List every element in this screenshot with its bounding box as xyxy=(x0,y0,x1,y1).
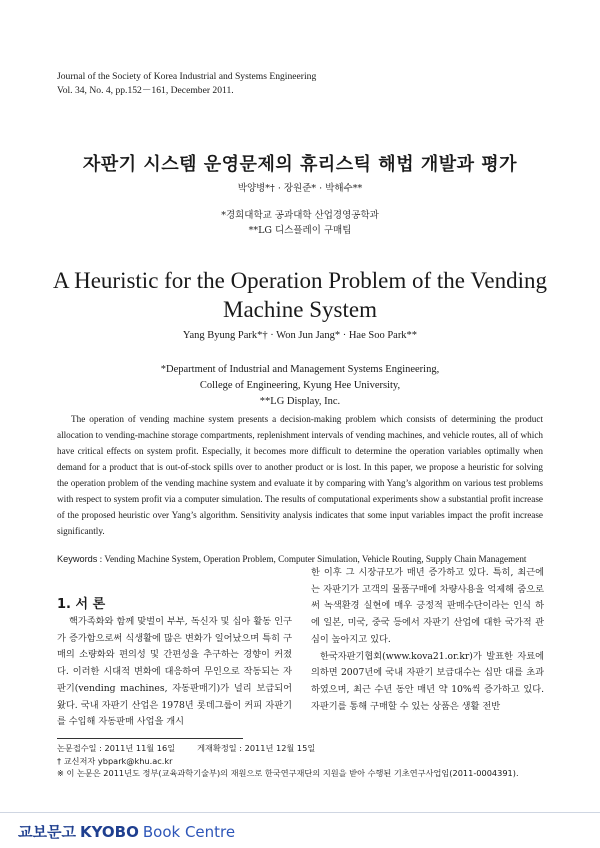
english-affiliation-3: **LG Display, Inc. xyxy=(259,396,341,407)
accepted-date: 게재확정일 : 2011년 12월 15일 xyxy=(197,743,316,753)
footnote-divider xyxy=(57,738,243,739)
korean-affiliation-2: **LG 디스플레이 구매팀 xyxy=(248,225,352,236)
english-authors: Yang Byung Park*† · Won Jun Jang* · Hae Soo Park** xyxy=(182,330,418,341)
english-title xyxy=(0,266,600,324)
keywords-label: Keywords xyxy=(57,554,98,564)
footnote-dates xyxy=(57,742,315,754)
korean-authors: 박양병*† · 장원준* · 박해수** xyxy=(237,183,363,194)
brand-english: KYOBO xyxy=(79,823,139,841)
journal-header xyxy=(57,70,316,98)
journal-name: Journal of the Society of Korea Industrial and Systems Engineering xyxy=(57,71,317,82)
english-affiliations xyxy=(0,362,600,410)
english-title-line-1: A Heuristic for the Operation Problem of the Vending xyxy=(53,268,547,293)
abstract: The operation of vending machine system presents a decision-making problem which consists of determining the product allocation to vending-machine storage compartments, replenishment intervals of vending machines, and vehicle routes, all of which have critical effects on system profit. Especially, it becomes more difficult to determine the operation variables optimally when demand for a product that is out-of-stock spills over to another product or is lost. In this paper, we propose a heuristic for solving the operation problem of the vending machine system and evaluate it by comparing with Yang’s algorithm on various test problems with respect to system profit via a computer simulation. The results of computational experiments show a substantial profit increase of the proposed heuristic over Yang’s algorithm. Sensitivity analysis indicates that some input variables impact the profit increase significantly. xyxy=(57,414,543,536)
brand-suffix: Book Centre xyxy=(142,823,236,841)
right-column-paragraph-2: 한국자판기협회(www.kova21.or.kr)가 발표한 자료에 의하면 2007년에 국내 자판기 보급대수는 십만 대를 초과하였으며, 최근 수년 동안 매년 약 10%씩 증가하고 있다. 자판기를 통해 구매할 수 있는 상품은 생활 전반 xyxy=(311,650,544,712)
right-column-paragraph-1: 한 이후 그 시장규모가 매년 증가하고 있다. 특히, 최근에는 자판기가 고객의 물품구매에 차량사용을 억제해 줌으로써 녹색환경 실현에 매우 긍정적 판매수단이라는 인식 하에 일본, 미국, 중국 등에서 자판기 산업에 대한 국가적 관심이 높아지고 있다. xyxy=(311,567,544,645)
english-affiliation-1: *Department of Industrial and Management Systems Engineering, xyxy=(160,364,440,375)
footer-divider xyxy=(0,812,600,813)
keywords-text: : Vending Machine System, Operation Problem, Computer Simulation, Vehicle Routing, Supply Chain Management xyxy=(97,554,527,564)
section-heading: 1. 서 론 xyxy=(57,597,106,612)
english-title-line-2: Machine System xyxy=(223,297,377,322)
brand-korean: 교보문고 xyxy=(18,823,76,841)
right-column xyxy=(311,565,544,715)
left-column-paragraph: 핵가족화와 함께 맞벌이 부부, 독신자 및 십아 활동 인구가 증가함으로써 식생활에 많은 변화가 일어났으며 특히 구매의 소량화와 편의성 및 간편성을 추구하는 경향이 커졌다. 이러한 시대적 변화에 대응하여 무인으로 작동되는 자판기(vending machines, 자동판매기)가 널리 보급되어 왔다. 국내 자판기 산업은 1978년 롯데그룹이 커피 자판기를 수입해 자동판매 사업을 개시 xyxy=(57,616,292,728)
journal-volume: Vol. 34, No. 4, pp.152－161, December 2011. xyxy=(57,85,234,96)
kyobo-watermark xyxy=(18,821,235,842)
korean-affiliation-1: *경희대학교 공과대학 산업경영공학과 xyxy=(221,210,379,221)
received-date: 논문접수일 : 2011년 11월 16일 xyxy=(57,743,176,753)
footnote-corresponding-author: † 교신저자 ybpark@khu.ac.kr xyxy=(57,756,173,766)
keywords xyxy=(57,554,547,564)
footnote-funding: ※ 이 논문은 2011년도 정부(교육과학기술부)의 재원으로 한국연구재단의 지원을 받아 수행된 기초연구사업임(2011-0004391). xyxy=(57,768,519,778)
korean-affiliations xyxy=(0,208,600,238)
english-affiliation-2: College of Engineering, Kyung Hee University, xyxy=(199,380,401,391)
korean-title: 자판기 시스템 운영문제의 휴리스틱 해법 개발과 평가 xyxy=(82,154,518,175)
